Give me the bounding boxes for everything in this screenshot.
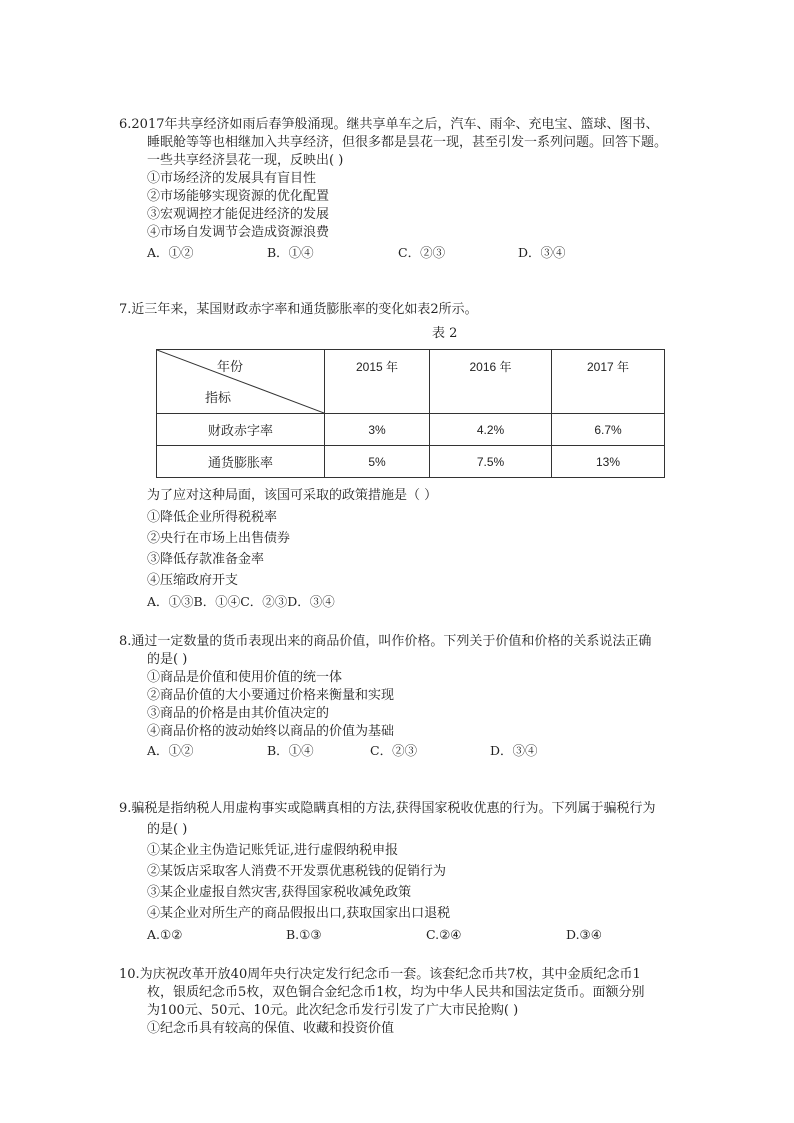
q8-option-c[interactable]: C．②③ xyxy=(370,743,418,758)
q7-item-3: ③降低存款准备金率 xyxy=(147,552,265,567)
q8-option-d[interactable]: D．③④ xyxy=(490,743,538,758)
q10-stem-line-2: 枚，银质纪念币5枚，双色铜合金纪念币1枚，均为中华人民共和国法定货币。面额分别 xyxy=(147,985,645,1000)
table-row xyxy=(157,446,665,478)
q7-table-caption: 表 2 xyxy=(432,326,458,341)
q9-stem-line-1: 9.骗税是指纳税人用虚构事实或隐瞒真相的方法,获得国家税收优惠的行为。下列属于骗税行为 xyxy=(119,801,656,816)
q10-stem-line-3: 为100元、50元、10元。此次纪念币发行引发了广大市民抢购( ) xyxy=(147,1003,519,1018)
header-year-label: 年份 xyxy=(217,360,244,375)
year-header-2016: 2016 年 xyxy=(430,350,552,414)
table-cell: 13% xyxy=(552,446,665,478)
q8-item-4: ④商品价格的波动始终以商品的价值为基础 xyxy=(147,724,395,739)
q6-item-3: ③宏观调控才能促进经济的发展 xyxy=(147,207,330,222)
header-indicator-label: 指标 xyxy=(205,391,232,406)
q9-item-1: ①某企业主伪造记账凭证,进行虚假纳税申报 xyxy=(147,843,399,858)
q7-item-4: ④压缩政府开支 xyxy=(147,573,239,588)
q7-question: 为了应对这种局面，该国可采取的政策措施是（ ） xyxy=(147,488,438,503)
q9-item-2: ②某饭店采取客人消费不开发票优惠税钱的促销行为 xyxy=(147,864,447,879)
q6-stem-line-1: 6.2017年共享经济如雨后春笋般涌现。继共享单车之后，汽车、雨伞、充电宝、篮球、图书、 xyxy=(119,117,659,132)
q8-stem-line-2: 的是( ) xyxy=(147,652,188,667)
q6-option-b[interactable]: B．①④ xyxy=(267,245,314,260)
q9-option-d[interactable]: D.③④ xyxy=(566,927,602,942)
q10-item-1: ①纪念币具有较高的保值、收藏和投资价值 xyxy=(147,1021,395,1036)
row-label-inflation: 通货膨胀率 xyxy=(157,446,325,478)
q6-option-a[interactable]: A．①② xyxy=(147,245,194,260)
q7-item-2: ②央行在市场上出售债券 xyxy=(147,531,291,546)
q6-item-1: ①市场经济的发展具有盲目性 xyxy=(147,171,317,186)
table-cell: 5% xyxy=(325,446,430,478)
q9-option-b[interactable]: B.①③ xyxy=(286,927,322,942)
q9-option-c[interactable]: C.②④ xyxy=(426,927,462,942)
q8-item-1: ①商品是价值和使用价值的统一体 xyxy=(147,670,343,685)
q9-item-3: ③某企业虚报自然灾害,获得国家税收减免政策 xyxy=(147,885,412,900)
q7-options[interactable]: A．①③B．①④C．②③D．③④ xyxy=(147,594,335,609)
year-header-2015: 2015 年 xyxy=(325,350,430,414)
q8-option-a[interactable]: A．①② xyxy=(147,743,194,758)
table-row xyxy=(157,414,665,446)
q6-option-d[interactable]: D．③④ xyxy=(518,245,566,260)
q9-option-a[interactable]: A.①② xyxy=(147,927,183,942)
row-label-deficit: 财政赤字率 xyxy=(157,414,325,446)
q6-question: 一些共享经济昙花一现，反映出( ) xyxy=(147,153,344,168)
table-cell: 7.5% xyxy=(430,446,552,478)
q6-stem-line-2: 睡眠舱等等也相继加入共享经济，但很多都是昙花一现，甚至引发一系列问题。回答下题。 xyxy=(147,135,668,150)
table-cell: 4.2% xyxy=(430,414,552,446)
year-header-2017: 2017 年 xyxy=(552,350,665,414)
q8-item-2: ②商品价值的大小要通过价格来衡量和实现 xyxy=(147,688,395,703)
table-cell: 3% xyxy=(325,414,430,446)
q8-option-b[interactable]: B．①④ xyxy=(267,743,314,758)
q6-option-c[interactable]: C．②③ xyxy=(398,245,446,260)
q9-item-4: ④某企业对所生产的商品假报出口,获取国家出口退税 xyxy=(147,906,451,921)
q7-item-1: ①降低企业所得税税率 xyxy=(147,510,278,525)
q7-data-table xyxy=(156,349,665,478)
q6-item-4: ④市场自发调节会造成资源浪费 xyxy=(147,225,330,240)
q7-stem: 7.近三年来，某国财政赤字率和通货膨胀率的变化如表2所示。 xyxy=(119,302,478,317)
q10-stem-line-1: 10.为庆祝改革开放40周年央行决定发行纪念币一套。该套纪念币共7枚，其中金质纪念币1 xyxy=(119,967,641,982)
q8-item-3: ③商品的价格是由其价值决定的 xyxy=(147,706,330,721)
table-header-corner xyxy=(157,350,325,414)
q6-item-2: ②市场能够实现资源的优化配置 xyxy=(147,189,330,204)
table-cell: 6.7% xyxy=(552,414,665,446)
q9-stem-line-2: 的是( ) xyxy=(147,822,188,837)
q8-stem-line-1: 8.通过一定数量的货币表现出来的商品价值，叫作价格。下列关于价值和价格的关系说法正确 xyxy=(119,634,652,649)
